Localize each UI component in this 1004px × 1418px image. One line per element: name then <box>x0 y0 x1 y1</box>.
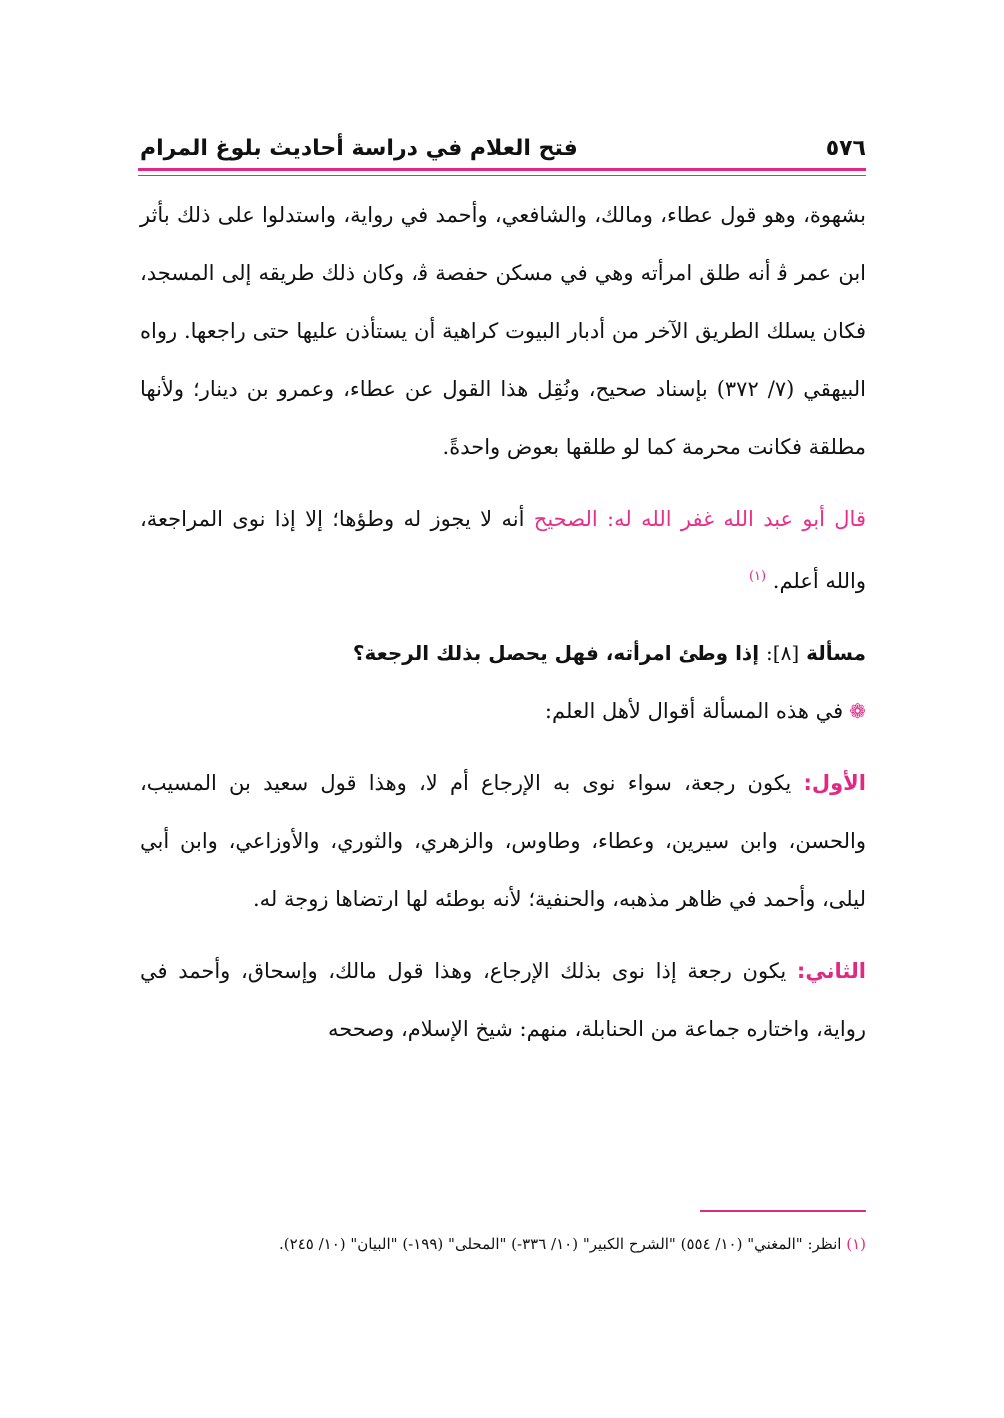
intro-line <box>140 682 866 740</box>
issue-title: إذا وطئ امرأته، فهل يحصل بذلك الرجعة؟ <box>352 641 760 665</box>
footnote-rule <box>700 1210 866 1212</box>
author-lead: قال أبو عبد الله غفر الله له: <box>607 507 866 531</box>
main-text <box>140 186 866 1058</box>
issue-heading <box>140 624 866 682</box>
paragraph: بشهوة، وهو قول عطاء، ومالك، والشافعي، وأحمد في رواية، واستدلوا على ذلك بأثر ابن عمر ﭬ أنه طلق امرأته وهي في مسكن حفصة ﭬ، وكان ذلك طريقه إلى المسجد، فكان يسلك الطريق الآخر من أدبار البيوت كراهية أن يستأذن عليها حتى راجعها. رواه البيهقي (٧/ ٣٧٢) بإسناد صحيح، ونُقِل هذا القول عن عطاء، وعمرو بن دينار؛ ولأنها مطلقة فكانت محرمة كما لو طلقها بعوض واحدةً. <box>140 203 866 459</box>
footnote <box>140 1228 866 1260</box>
intro-text: في هذه المسألة أقوال لأهل العلم: <box>544 699 844 723</box>
opinion-text: يكون رجعة إذا نوى بذلك الإرجاع، وهذا قول مالك، وإسحاق، وأحمد في رواية، واختاره جماعة من الحنابلة، منهم: شيخ الإسلام، وصححه <box>140 959 866 1041</box>
author-text: أنه لا يجوز له وطؤها؛ إلا إذا نوى المراجعة، والله أعلم. <box>140 507 866 593</box>
issue-label: مسألة <box>806 641 866 665</box>
correct-label: الصحيح <box>533 507 598 531</box>
page-header <box>140 128 866 168</box>
opinion-label: الأول: <box>803 771 866 795</box>
opinion-text: يكون رجعة، سواء نوى به الإرجاع أم لا، وهذا قول سعيد بن المسيب، والحسن، وابن سيرين، وعطاء، وطاوس، والزهري، والثوري، والأوزاعي، وابن أبي ليلى، وأحمد في ظاهر مذهبه، والحنفية؛ لأنه بوطئه لها ارتضاها زوجة له. <box>140 771 866 911</box>
footnote-number: (١) <box>846 1235 866 1253</box>
opinion-second <box>140 942 866 1058</box>
page-number: ٥٧٦ <box>825 135 866 161</box>
opinion-first <box>140 754 866 928</box>
header-rule-thin <box>138 175 866 176</box>
footnote-ref[interactable]: (١) <box>748 569 767 584</box>
issue-number: [٨]: <box>766 641 800 665</box>
header-rule <box>138 168 866 171</box>
author-opinion <box>140 490 866 610</box>
flower-icon: ❁ <box>849 699 866 723</box>
book-title: فتح العلام في دراسة أحاديث بلوغ المرام <box>140 135 578 161</box>
opinion-label: الثاني: <box>796 959 866 983</box>
footnote-text: انظر: "المغني" (١٠/ ٥٥٤) "الشرح الكبير" (١٠/ ٣٣٦-) "المحلى" (١٩٩-) "البيان" (١٠/ ٢٤٥). <box>279 1235 842 1253</box>
